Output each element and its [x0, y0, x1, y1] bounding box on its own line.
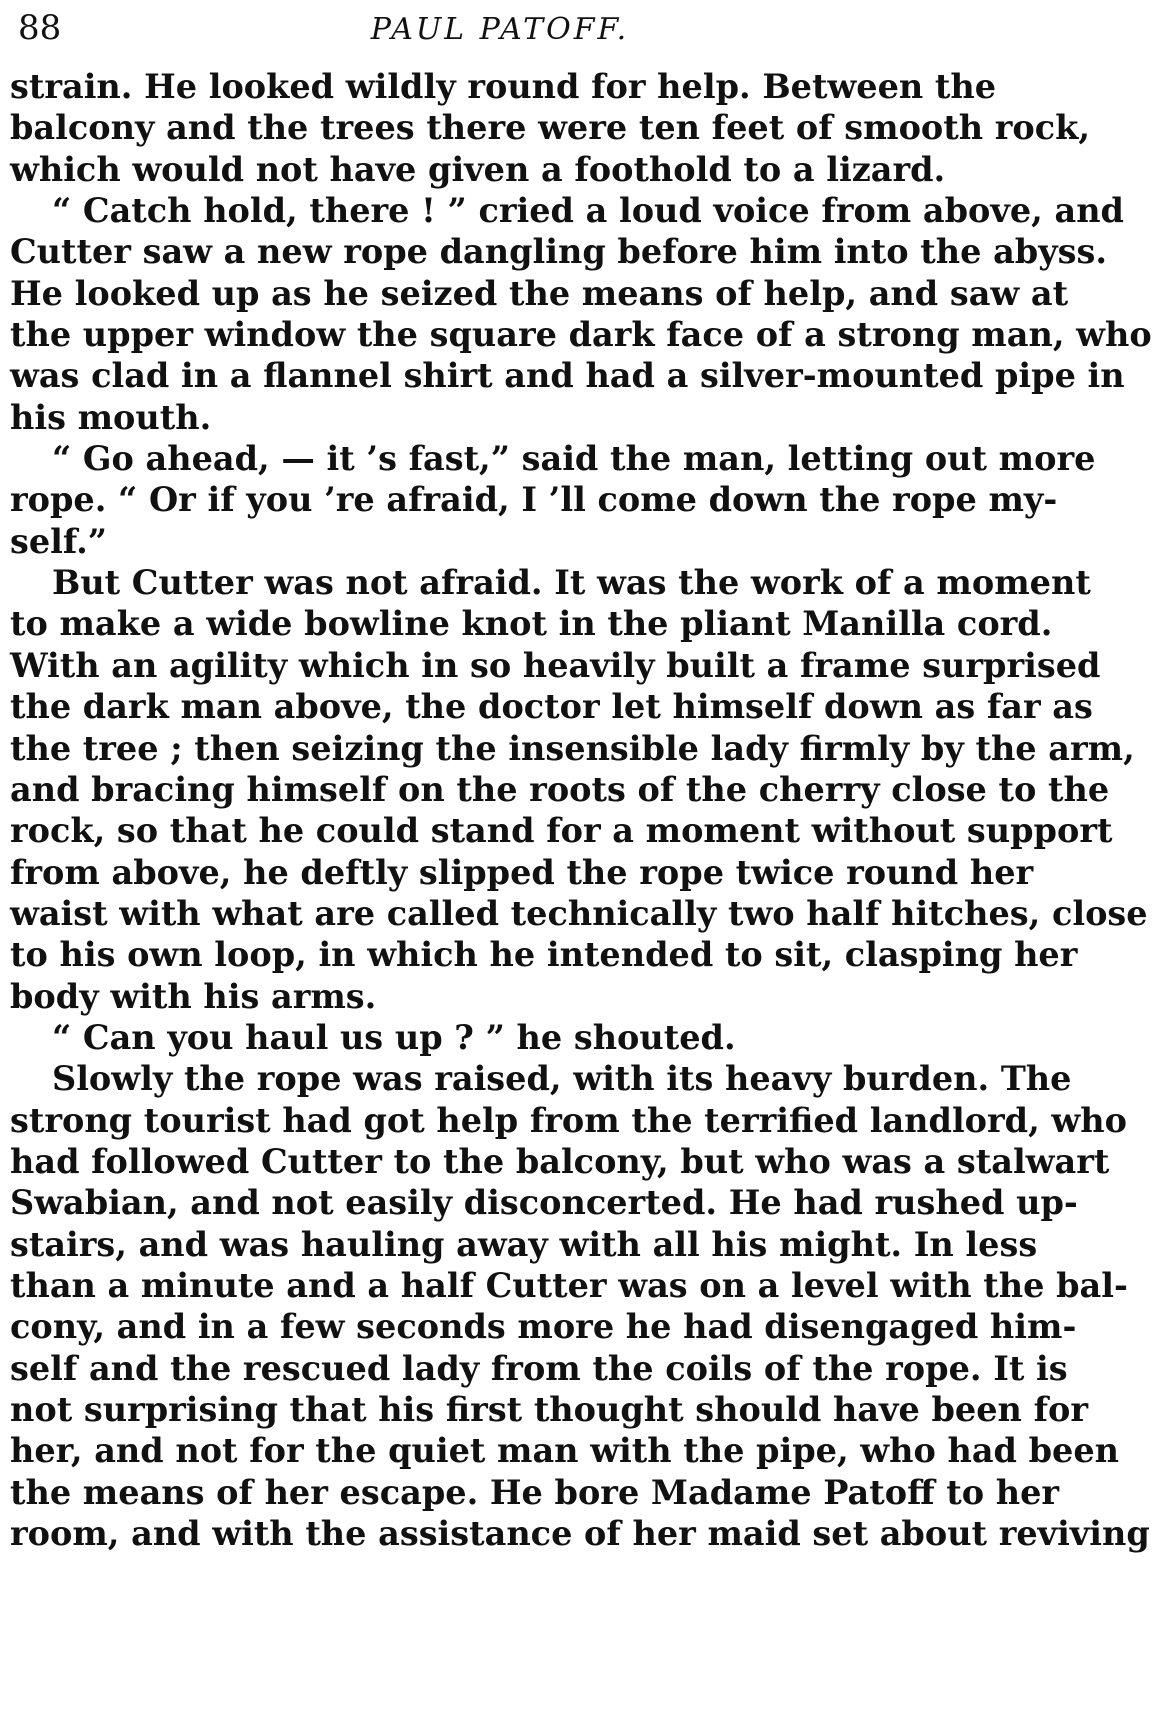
text-line: and bracing himself on the roots of the cherry close to the	[10, 769, 1110, 809]
text-line: strong tourist had got help from the terrified landlord, who	[10, 1100, 1127, 1140]
text-line: cony, and in a few seconds more he had disengaged him-	[10, 1307, 1077, 1347]
text-line: With an agility which in so heavily built a frame surprised	[10, 645, 1101, 685]
text-line: the tree ; then seizing the insensible lady firmly by the arm,	[10, 728, 1135, 768]
text-line: rope. “ Or if you ’re afraid, I ’ll come down the rope my-	[10, 480, 1058, 520]
text-line: her, and not for the quiet man with the pipe, who had been	[10, 1431, 1120, 1471]
text-line: balcony and the trees there were ten feet of smooth rock,	[10, 108, 1091, 148]
text-line: Slowly the rope was raised, with its heavy burden. The	[52, 1059, 1072, 1099]
text-line: body with his arms.	[10, 976, 377, 1016]
text-line: Swabian, and not easily disconcerted. He had rushed up-	[10, 1183, 1078, 1223]
text-line: from above, he deftly slipped the rope twice round her	[10, 852, 1034, 892]
text-line: the upper window the square dark face of a strong man, who	[10, 315, 1152, 355]
text-line: He looked up as he seized the means of help, and saw at	[10, 273, 1069, 313]
text-line: But Cutter was not afraid. It was the work of a moment	[52, 563, 1091, 603]
text-line: the means of her escape. He bore Madame Patoff to her	[10, 1472, 1060, 1512]
text-line: “ Catch hold, there ! ” cried a loud voice from above, and	[52, 191, 1124, 231]
text-line: to his own loop, in which he intended to sit, clasping her	[10, 935, 1078, 975]
text-line: “ Can you haul us up ? ” he shouted.	[52, 1017, 736, 1057]
text-line: stairs, and was hauling away with all his might. In less	[10, 1224, 1038, 1264]
text-line: the dark man above, the doctor let himself down as far as	[10, 687, 1093, 727]
text-line: Cutter saw a new rope dangling before him into the abyss.	[10, 232, 1108, 272]
text-line: his mouth.	[10, 397, 212, 437]
body-text	[10, 66, 1152, 1554]
text-line: had followed Cutter to the balcony, but who was a stalwart	[10, 1141, 1110, 1181]
text-line: self.”	[10, 521, 108, 561]
text-line: room, and with the assistance of her maid set about reviving	[10, 1514, 1150, 1554]
running-title: PAUL PATOFF.	[370, 12, 630, 47]
text-line: was clad in a flannel shirt and had a silver-mounted pipe in	[10, 356, 1125, 396]
text-line: not surprising that his first thought should have been for	[10, 1390, 1088, 1429]
text-line: than a minute and a half Cutter was on a level with the bal-	[10, 1265, 1128, 1305]
text-line: to make a wide bowline knot in the pliant Manilla cord.	[10, 604, 1053, 644]
text-line: strain. He looked wildly round for help. Between the	[10, 67, 997, 106]
text-line: waist with what are called technically two half hitches, close	[10, 893, 1148, 933]
text-line: rock, so that he could stand for a moment without support	[10, 811, 1113, 851]
page-number: 88	[18, 8, 62, 48]
text-line: self and the rescued lady from the coils of the rope. It is	[10, 1348, 1068, 1388]
text-line: “ Go ahead, — it ’s fast,” said the man, letting out more	[52, 439, 1096, 479]
text-line: which would not have given a foothold to a lizard.	[10, 149, 946, 189]
